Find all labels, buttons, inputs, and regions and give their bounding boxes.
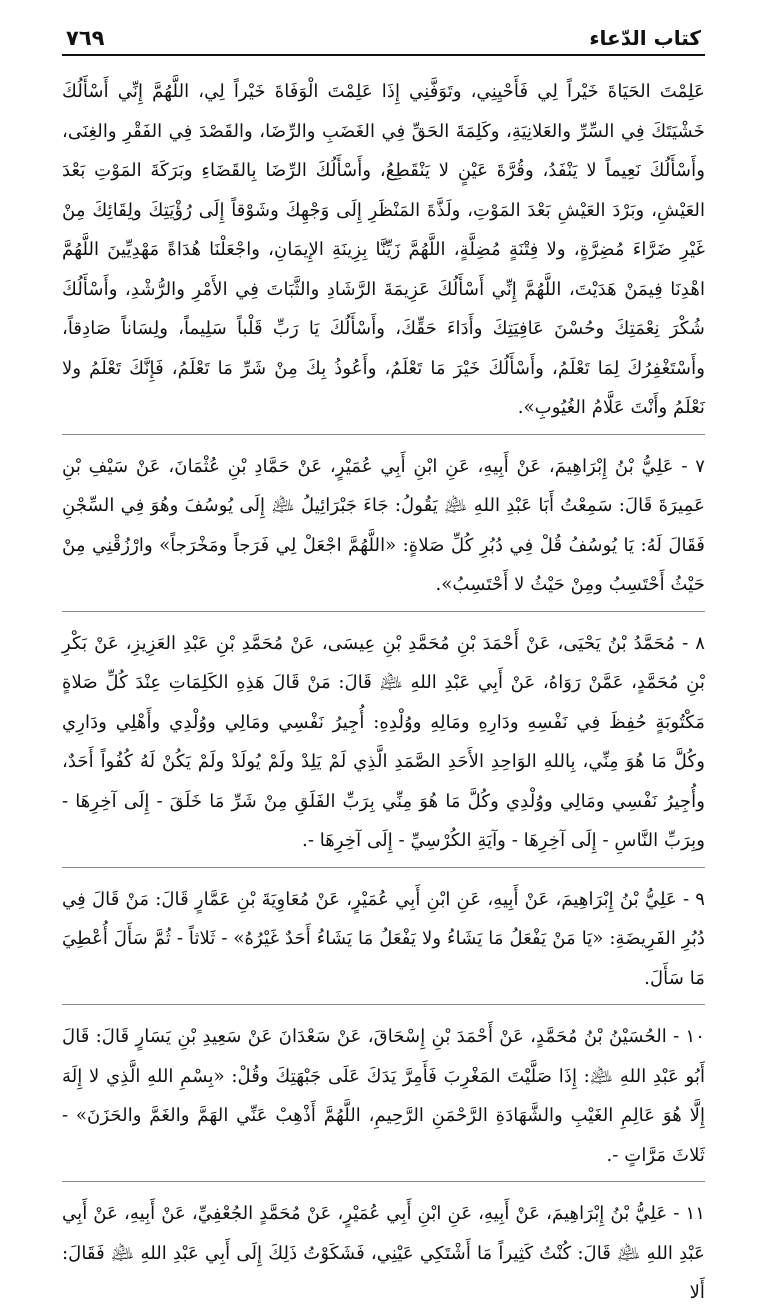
section-divider xyxy=(62,867,705,868)
book-title: كتاب الدّعاء xyxy=(589,26,701,50)
header-divider xyxy=(62,54,705,56)
section-divider xyxy=(62,1004,705,1005)
section-divider xyxy=(62,611,705,612)
continued-supplication: عَلِمْتَ الحَيَاةَ خَيْراً لِي فَأَحْيِنِي، وتَوَفَّنِي إِذَا عَلِمْتَ الْوَفَاةَ خَيْراً لِي، اللَّهُمَّ إِنِّي أَسْأَلُكَ خَشْيَتَكَ فِي السِّرِّ والعَلانِيَةِ، وكَلِمَةَ الحَقِّ فِي الغَضَبِ والرِّضَا، والقَصْدَ فِي الفَقْرِ والغِنَى، وأَسْأَلُكَ نَعِيماً لا يَنْفَدُ، وقُرَّةَ عَيْنٍ لا يَنْقَطِعُ، وأَسْأَلُكَ الرِّضَا بِالقَضَاءِ وبَرَكَةَ المَوْتِ بَعْدَ العَيْشِ، وبَرْدَ العَيْشِ بَعْدَ المَوْتِ، ولَذَّةَ المَنْظَرِ إِلَى وَجْهِكَ وشَوْقاً إِلَى رُؤْيَتِكَ ولِقَائِكَ مِنْ غَيْرِ ضَرَّاءَ مُضِرَّةٍ، ولا فِتْنَةٍ مُضِلَّةٍ، اللَّهُمَّ زَيِّنَّا بِزِينَةِ الإِيمَانِ، واجْعَلْنَا هُدَاةً مَهْدِيِّينَ اللَّهُمَّ اهْدِنَا فِيمَنْ هَدَيْتَ، اللَّهُمَّ إِنِّي أَسْأَلُكَ عَزِيمَةَ الرَّشَادِ والثَّبَاتَ فِي الأَمْرِ والرُّشْدِ، وأَسْأَلُكَ شُكْرَ نِعْمَتِكَ وحُسْنَ عَافِيَتِكَ وأَدَاءَ حَقِّكَ، وأَسْأَلُكَ يَا رَبِّ قَلْباً سَلِيماً، ولِسَاناً صَادِقاً، وأَسْتَغْفِرُكَ لِمَا تَعْلَمُ، وأَسْأَلُكَ خَيْرَ مَا تَعْلَمُ، وأَعُوذُ بِكَ مِنْ شَرِّ مَا تَعْلَمُ، فَإِنَّكَ تَعْلَمُ ولا نَعْلَمُ وأَنْتَ عَلَّامُ الغُيُوبِ». xyxy=(62,81,705,418)
hadith-11: ١١ - عَلِيُّ بْنُ إِبْرَاهِيمَ، عَنْ أَبِيهِ، عَنِ ابْنِ أَبِي عُمَيْرٍ، عَنْ مُحَمَّدٍ الجُعْفِيِّ، عَنْ أَبِيهِ، عَنْ أَبِي عَبْدِ اللهِ ﵇ قَالَ: كُنْتُ كَثِيراً مَا أَشْتَكِي عَيْنِي، فَشَكَوْتُ ذَلِكَ إِلَى أَبِي عَبْدِ اللهِ ﵇ فَقَالَ: أَلا xyxy=(62,1203,705,1303)
page-body xyxy=(62,72,705,1313)
section-divider xyxy=(62,1181,705,1182)
section-divider xyxy=(62,434,705,435)
running-head xyxy=(62,18,705,54)
hadith-7: ٧ - عَلِيُّ بْنُ إِبْرَاهِيمَ، عَنْ أَبِيهِ، عَنِ ابْنِ أَبِي عُمَيْرٍ، عَنْ حَمَّادِ بْنِ عُثْمَانَ، عَنْ سَيْفِ بْنِ عَمِيرَةَ قَالَ: سَمِعْتُ أَبَا عَبْدِ اللهِ ﵇ يَقُولُ: جَاءَ جَبْرَائِيلُ ﵇ إِلَى يُوسُفَ وهُوَ فِي السِّجْنِ فَقَالَ لَهُ: يَا يُوسُفُ قُلْ فِي دُبُرِ كُلِّ صَلاةٍ: «اللَّهُمَّ اجْعَلْ لِي فَرَجاً ومَخْرَجاً» وارْزُقْنِي مِنْ حَيْثُ أَحْتَسِبُ ومِنْ حَيْثُ لا أَحْتَسِبُ». xyxy=(62,455,705,595)
hadith-10: ١٠ - الحُسَيْنُ بْنُ مُحَمَّدٍ، عَنْ أَحْمَدَ بْنِ إِسْحَاقَ، عَنْ سَعْدَانَ عَنْ سَعِيدِ بْنِ يَسَارٍ قَالَ: قَالَ أَبُو عَبْدِ اللهِ ﵇: إِذَا صَلَّيْتَ المَغْرِبَ فَأَمِرَّ يَدَكَ عَلَى جَبْهَتِكَ وقُلْ: «بِسْمِ اللهِ الَّذِي لا إِلَهَ إِلَّا هُوَ عَالِمِ الغَيْبِ والشَّهَادَةِ الرَّحْمَنِ الرَّحِيمِ، اللَّهُمَّ أَذْهِبْ عَنِّي الهَمَّ والغَمَّ والحَزَنَ» - ثَلاثَ مَرَّاتٍ -. xyxy=(62,1026,705,1166)
hadith-8: ٨ - مُحَمَّدُ بْنُ يَحْيَى، عَنْ أَحْمَدَ بْنِ مُحَمَّدِ بْنِ عِيسَى، عَنْ مُحَمَّدِ بْنِ عَبْدِ العَزِيزِ، عَنْ بَكْرِ بْنِ مُحَمَّدٍ، عَمَّنْ رَوَاهُ، عَنْ أَبِي عَبْدِ اللهِ ﵇ قَالَ: مَنْ قَالَ هَذِهِ الكَلِمَاتِ عِنْدَ كُلِّ صَلاةٍ مَكْتُوبَةٍ حُفِظَ فِي نَفْسِهِ ودَارِهِ ومَالِهِ ووُلْدِهِ: أُجِيرُ نَفْسِي ومَالِي ووُلْدِي وأَهْلِي ودَارِي وكُلَّ مَا هُوَ مِنِّي، بِاللهِ الوَاحِدِ الأَحَدِ الصَّمَدِ الَّذِي لَمْ يَلِدْ ولَمْ يُولَدْ ولَمْ يَكُنْ لَهُ كُفُواً أَحَدٌ، وأُجِيرُ نَفْسِي ومَالِي ووُلْدِي وكُلَّ مَا هُوَ مِنِّي بِرَبِّ الفَلَقِ مِنْ شَرِّ مَا خَلَقَ - إِلَى آخِرِهَا - وبِرَبِّ النَّاسِ - إِلَى آخِرِهَا - وآيَةِ الكُرْسِيِّ - إِلَى آخِرِهَا -. xyxy=(62,632,705,851)
page-number: ٧٦٩ xyxy=(66,26,105,50)
hadith-9: ٩ - عَلِيُّ بْنُ إِبْرَاهِيمَ، عَنْ أَبِيهِ، عَنِ ابْنِ أَبِي عُمَيْرٍ، عَنْ مُعَاوِيَةَ بْنِ عَمَّارٍ قَالَ: مَنْ قَالَ فِي دُبُرِ الفَرِيضَةِ: «يَا مَنْ يَفْعَلُ مَا يَشَاءُ ولا يَفْعَلُ مَا يَشَاءُ أَحَدٌ غَيْرُهُ» - ثَلاثاً - ثُمَّ سَأَلَ أُعْطِيَ مَا سَأَلَ. xyxy=(62,888,705,989)
